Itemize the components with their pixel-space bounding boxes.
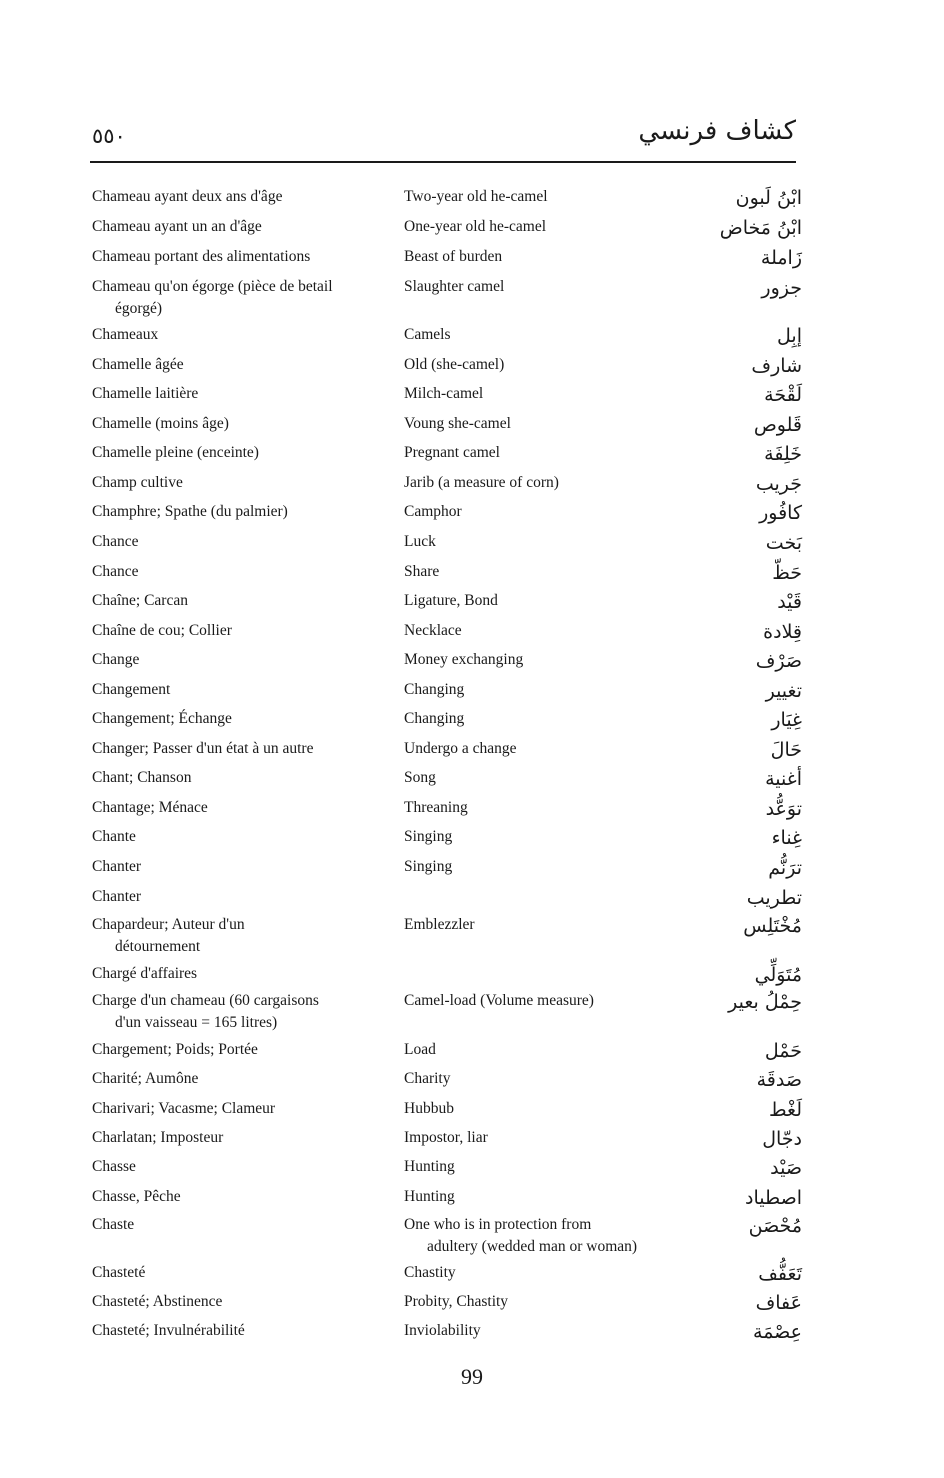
english-term (404, 797, 704, 819)
french-term (92, 826, 382, 848)
arabic-term: بَخت (765, 532, 802, 554)
french-term (92, 501, 382, 523)
arabic-term: لَغْط (769, 1099, 802, 1121)
arabic-term: شارف (751, 355, 802, 377)
english-term-text: Changing (404, 681, 465, 698)
english-term-text: Load (404, 1041, 436, 1058)
french-term-text: Chamelle âgée (92, 356, 184, 373)
english-term-text: Two-year old he-camel (404, 188, 548, 205)
french-term-continuation: détournement (115, 938, 201, 955)
french-term (92, 413, 382, 435)
french-term (92, 620, 382, 642)
english-term-text: Singing (404, 828, 453, 845)
english-term (404, 1186, 704, 1208)
english-term (404, 561, 704, 583)
french-term (92, 679, 382, 701)
english-term-text: Camels (404, 326, 451, 343)
french-term (92, 1262, 382, 1284)
english-term (404, 708, 704, 730)
arabic-term: جَريب (755, 473, 802, 495)
french-term-text: Champhre; Spathe (du palmier) (92, 503, 288, 520)
arabic-term: مُحْصَن (748, 1215, 802, 1237)
french-term (92, 1186, 382, 1208)
english-term (404, 590, 704, 612)
french-term (92, 354, 382, 376)
arabic-term: توَعُّد (765, 798, 802, 820)
english-term (404, 246, 704, 268)
english-term-continuation: adultery (wedded man or woman) (427, 1238, 638, 1255)
french-term (92, 531, 382, 553)
french-term-text: Chargé d'affaires (92, 965, 198, 982)
english-term (404, 324, 704, 346)
french-term-text: Chaîne de cou; Collier (92, 622, 232, 639)
english-term-text: Ligature, Bond (404, 592, 498, 609)
french-term-text: Changement; Échange (92, 710, 232, 727)
french-term-text: Chaîne; Carcan (92, 592, 188, 609)
arabic-term: اصطياد (745, 1187, 802, 1209)
english-term-text: Charity (404, 1070, 451, 1087)
arabic-term: صَرْف (755, 650, 802, 672)
english-term-text: Pregnant camel (404, 444, 500, 461)
english-term-text: Hubbub (404, 1100, 454, 1117)
english-term-text: Singing (404, 858, 453, 875)
french-term-text: Chasteté (92, 1264, 146, 1281)
french-term-text: Chante (92, 828, 136, 845)
french-term (92, 1156, 382, 1178)
arabic-term: أغنية (765, 768, 802, 790)
english-term (404, 1156, 704, 1178)
english-term-text: Necklace (404, 622, 462, 639)
arabic-term: زَاملة (760, 247, 802, 269)
english-term (404, 1098, 704, 1120)
french-term-text: Chameau qu'on égorge (pièce de betail (92, 278, 333, 295)
french-term-text: Charité; Aumône (92, 1070, 199, 1087)
english-term (404, 276, 704, 298)
header-title: كشاف فرنسي (638, 116, 796, 146)
arabic-term: خَلِفَة (764, 443, 802, 465)
english-term-text: Old (she-camel) (404, 356, 505, 373)
arabic-term: لَقْحَة (764, 384, 802, 406)
page-number: 99 (461, 1364, 483, 1389)
arabic-term: دجّال (762, 1128, 802, 1150)
french-term (92, 1320, 382, 1342)
english-term (404, 1068, 704, 1090)
english-term-text: Hunting (404, 1188, 455, 1205)
french-term-text: Chamelle pleine (enceinte) (92, 444, 259, 461)
arabic-term: مُخْتَلِس (743, 915, 802, 937)
french-term-text: Chasteté; Abstinence (92, 1293, 223, 1310)
english-term-text: Impostor, liar (404, 1129, 488, 1146)
arabic-term: حِمْلُ بعير (728, 991, 802, 1013)
english-term-text: Emblezzler (404, 916, 475, 933)
french-term (92, 1291, 382, 1313)
french-term (92, 1039, 382, 1061)
french-term-text: Chameau ayant deux ans d'âge (92, 188, 283, 205)
french-term-text: Chance (92, 563, 139, 580)
arabic-term: ابْنُ لَبون (735, 187, 802, 209)
french-term (92, 442, 382, 464)
english-term (404, 472, 704, 494)
french-term-continuation: d'un vaisseau = 165 litres) (115, 1014, 278, 1031)
french-term (92, 963, 382, 985)
french-term (92, 246, 382, 268)
arabic-term: تطريب (746, 887, 802, 909)
english-term-text: Camel-load (Volume measure) (404, 992, 594, 1009)
arabic-term: قَلوص (753, 414, 802, 436)
french-term (92, 472, 382, 494)
french-term-text: Chamelle (moins âge) (92, 415, 229, 432)
english-term-text: Threaning (404, 799, 468, 816)
french-term-text: Chance (92, 533, 139, 550)
french-term (92, 590, 382, 612)
arabic-term: مُتَوَلِّي (754, 964, 802, 986)
french-term-text: Chaste (92, 1216, 135, 1233)
arabic-term: عِصْمَة (753, 1321, 802, 1343)
english-term (404, 679, 704, 701)
english-term (404, 649, 704, 671)
arabic-term: تغيير (765, 680, 802, 702)
english-term-text: Beast of burden (404, 248, 503, 265)
english-term-text: Luck (404, 533, 436, 550)
english-term (404, 1262, 704, 1284)
french-term-text: Chant; Chanson (92, 769, 192, 786)
french-term (92, 561, 382, 583)
english-term (404, 1039, 704, 1061)
french-term (92, 216, 382, 238)
arabic-term: إبِل (777, 325, 802, 347)
french-term-continuation: égorgé) (115, 300, 163, 317)
french-term (92, 1098, 382, 1120)
english-term (404, 216, 704, 238)
french-term (92, 1127, 382, 1149)
english-term-text: Share (404, 563, 440, 580)
arabic-term: ابْنُ مَخاض (719, 217, 802, 239)
english-term-text: Milch-camel (404, 385, 484, 402)
french-term (92, 324, 382, 346)
french-term-text: Charge d'un chameau (60 cargaisons (92, 992, 319, 1009)
english-term-text: Changing (404, 710, 465, 727)
english-term-text: One-year old he-camel (404, 218, 547, 235)
arabic-term: ترَنُّم (768, 857, 802, 879)
arabic-term: جزور (761, 277, 802, 299)
arabic-term: حَالَ (770, 739, 802, 761)
french-term (92, 649, 382, 671)
arabic-term: صَدقَة (756, 1069, 802, 1091)
english-term (404, 186, 704, 208)
french-term (92, 886, 382, 908)
english-term (404, 990, 704, 1012)
english-term-text: Chastity (404, 1264, 456, 1281)
french-term (92, 914, 382, 958)
english-term (404, 1291, 704, 1313)
french-term-text: Chameau portant des alimentations (92, 248, 311, 265)
arabic-term: كافُور (759, 502, 802, 524)
arabic-term: غِيَار (771, 709, 802, 731)
french-term-text: Chasse, Pêche (92, 1188, 181, 1205)
english-term (404, 1320, 704, 1342)
english-term-text: Inviolability (404, 1322, 481, 1339)
french-term-text: Chapardeur; Auteur d'un (92, 916, 245, 933)
french-term (92, 1068, 382, 1090)
english-term-text: Slaughter camel (404, 278, 505, 295)
arabic-term: عَفاف (755, 1292, 802, 1314)
english-term-text: Voung she-camel (404, 415, 511, 432)
french-term (92, 738, 382, 760)
english-term (404, 354, 704, 376)
english-term (404, 767, 704, 789)
french-term-text: Charlatan; Imposteur (92, 1129, 224, 1146)
english-term (404, 531, 704, 553)
arabic-term: حَظّ (772, 562, 802, 584)
english-term-text: Camphor (404, 503, 462, 520)
english-term (404, 826, 704, 848)
english-term-text: Probity, Chastity (404, 1293, 509, 1310)
english-term-text: Song (404, 769, 436, 786)
arabic-term: قَيْد (777, 591, 802, 613)
english-term (404, 442, 704, 464)
english-term (404, 620, 704, 642)
english-term (404, 1214, 704, 1258)
french-term (92, 276, 382, 320)
arabic-term: غِناء (771, 827, 802, 849)
french-term-text: Change (92, 651, 140, 668)
french-term-text: Chameau ayant un an d'âge (92, 218, 262, 235)
arabic-term: تَعَفُّف (758, 1263, 802, 1285)
french-term-text: Chasteté; Invulnérabilité (92, 1322, 245, 1339)
page-number-arabic: ٥٥٠ (92, 124, 126, 148)
french-term (92, 856, 382, 878)
english-term-text: Hunting (404, 1158, 455, 1175)
english-term (404, 501, 704, 523)
english-term (404, 413, 704, 435)
english-term (404, 738, 704, 760)
french-term-text: Chanter (92, 858, 142, 875)
french-term-text: Chasse (92, 1158, 136, 1175)
french-term-text: Charivari; Vacasme; Clameur (92, 1100, 276, 1117)
french-term-text: Champ cultive (92, 474, 183, 491)
french-term-text: Chanter (92, 888, 142, 905)
french-term (92, 186, 382, 208)
english-term-text: Jarib (a measure of corn) (404, 474, 559, 491)
french-term-text: Chameaux (92, 326, 159, 343)
french-term-text: Changer; Passer d'un état à un autre (92, 740, 314, 757)
french-term (92, 767, 382, 789)
french-term (92, 797, 382, 819)
english-term (404, 856, 704, 878)
english-term (404, 914, 704, 936)
french-term (92, 990, 382, 1034)
french-term (92, 383, 382, 405)
french-term-text: Chantage; Ménace (92, 799, 208, 816)
french-term-text: Changement (92, 681, 171, 698)
english-term (404, 1127, 704, 1149)
french-term-text: Chamelle laitière (92, 385, 199, 402)
arabic-term: صَيْد (770, 1157, 802, 1179)
french-term (92, 1214, 382, 1236)
english-term (404, 383, 704, 405)
french-term (92, 708, 382, 730)
english-term-text: One who is in protection from (404, 1216, 592, 1233)
arabic-term: قِلادة (763, 621, 802, 643)
english-term-text: Money exchanging (404, 651, 524, 668)
arabic-term: حَمْل (764, 1040, 802, 1062)
english-term-text: Undergo a change (404, 740, 517, 757)
french-term-text: Chargement; Poids; Portée (92, 1041, 258, 1058)
